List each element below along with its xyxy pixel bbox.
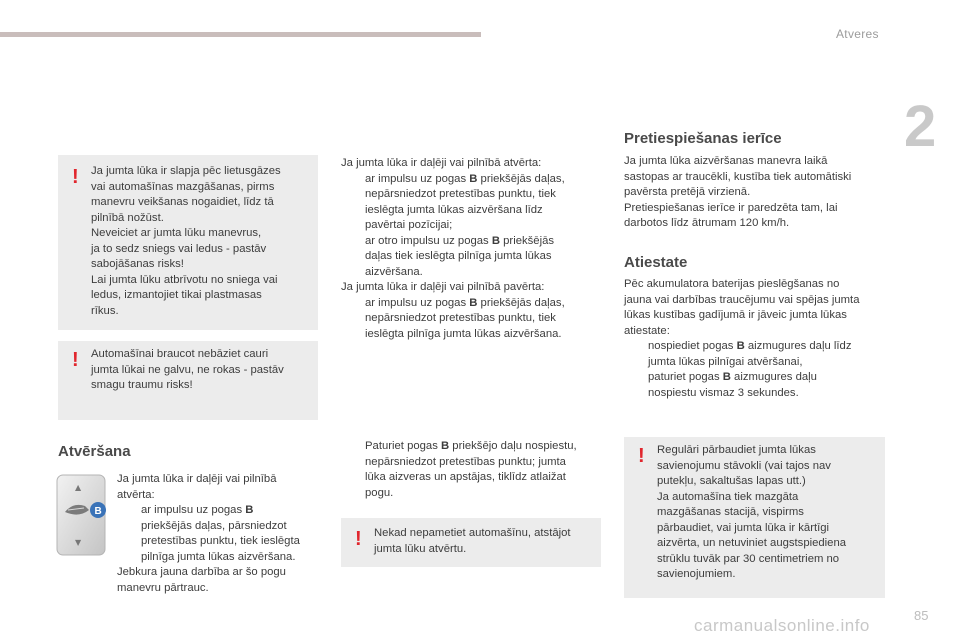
list-item: ar impulsu uz pogas B priekšējās daļas, nepārsniedzot pretestības punktu, tiek ieslēgta jumta lūkas aizvēršana līdz pavērtai pozīcijai; — [365, 172, 565, 231]
exclamation-icon: ! — [638, 445, 645, 467]
warning-box-leave-open — [341, 518, 601, 567]
anti-pinch-text: Ja jumta lūka aizvēršanas manevra laikā sastopas ar traucēkli, kustība tiek automātiski pavērsta pretējā virzienā. Pretiespiešanas ierīce ir paredzēta tam, lai darbotos līdz ātrumam 120 km/h. — [624, 155, 852, 229]
warning-text: Nekad nepametiet automašīnu, atstājot jumta lūku atvērtu. — [374, 527, 571, 555]
exclamation-icon: ! — [355, 528, 362, 550]
list-item: nospiediet pogas B aizmugures daļu līdz jumta lūkas pilnīgai atvēršanai, — [648, 340, 852, 368]
warning-box-seals — [624, 437, 885, 598]
exclamation-icon: ! — [72, 349, 79, 371]
list-item: ar impulsu uz pogas B priekšējās daļas, nepārsniedzot pretestības punktu, tiek ieslēgta pilnīga jumta lūkas aizvēršana. — [365, 296, 565, 340]
svg-text:▼: ▼ — [75, 538, 82, 547]
roof-switch-illustration — [56, 474, 108, 556]
middle-text-hold — [341, 439, 601, 501]
reset-text: Pēc akumulatora baterijas pieslēgšanas no jauna vai darbības traucējumu vai spējas jumta lūkas kustības gadījumā ir jāveic jumta lūkas atiestate: nospiediet pogas B aizmugures daļu līdz jumta lūkas pilnīgai atvēršanai, paturiet pogas B aizmugures daļu nospiestu vismaz 3 sekundes. — [624, 277, 894, 401]
header-bar — [0, 32, 481, 37]
chapter-number: 2 — [904, 94, 937, 159]
warning-text: Regulāri pārbaudiet jumta lūkas savienojumu stāvokli (vai tajos nav putekļu, sakaltušas lapas utt.) Ja automašīna tiek mazgāta mazgāšanas stacijā, vispirms pārbaudiet, vai jumta lūka ir kārtīgi aizvērta, un netuviniet augstspiediena strūklu tuvāk par 30 centimetriem no savienojumiem. — [657, 444, 847, 580]
list-item: ar impulsu uz pogas B priekšējās daļas, pārsniedzot pretestības punktu, tiek ieslēgta pilnīga jumta lūkas aizvēršana. — [141, 504, 300, 563]
middle-text: Ja jumta lūka ir daļēji vai pilnībā atvērta: ar impulsu uz pogas B priekšējās daļas, nepārsniedzot pretestības punktu, tiek ieslēgta jumta lūkas aizvēršana līdz pavērtai pozīcijai; ar otro impulsu uz pogas B priekšējās daļas tiek ieslēgta pilnīga jumta lūkas aizvēršana. Ja jumta lūka ir daļēji vai pilnībā pavērta: ar impulsu uz pogas B priekšējās daļas, nepārsniedzot pretestības punktu, tiek ieslēgta pilnīga jumta lūkas aizvēršana. — [341, 156, 601, 342]
section-title-reset: Atiestate — [624, 254, 688, 271]
switch-button-label: B — [94, 506, 102, 517]
svg-text:▲: ▲ — [75, 483, 82, 492]
page-number: 85 — [914, 608, 929, 623]
list-item: Paturiet pogas B priekšējo daļu nospiestu, nepārsniedzot pretestības punktu; jumta lūka aizveras un apstājas, tiklīdz atlaižat pogu. — [365, 440, 577, 499]
section-title-anti-pinch: Pretiespiešanas ierīce — [624, 130, 782, 147]
warning-text: Automašīnai braucot nebāziet cauri jumta lūkai ne galvu, ne rokas - pastāv smagu traumu risks! — [91, 348, 284, 391]
exclamation-icon: ! — [72, 166, 79, 188]
section-title-opening: Atvēršana — [58, 443, 131, 460]
watermark: carmanualsonline.info — [694, 616, 870, 635]
list-item: ar otro impulsu uz pogas B priekšējās daļas tiek ieslēgta pilnīga jumta lūkas aizvēršana. — [365, 234, 555, 278]
list-item: paturiet pogas B aizmugures daļu nospiestu vismaz 3 sekundes. — [648, 371, 817, 399]
warning-box-head-hands — [58, 341, 318, 420]
opening-text: Ja jumta lūka ir daļēji vai pilnībā atvērta: ar impulsu uz pogas B priekšējās daļas, pārsniedzot pretestības punktu, tiek ieslēgta pilnīga jumta lūkas aizvēršana. Jebkura jauna darbība ar šo pogu manevru pārtrauc. — [117, 472, 317, 596]
chapter-title: Atveres — [836, 27, 879, 41]
warning-text: Ja jumta lūka ir slapja pēc lietusgāzes vai automašīnas mazgāšanas, pirms manevru veikšanas nogaidiet, līdz tā pilnībā nožūst. Neveiciet ar jumta lūku manevrus, ja to sedz sniegs vai ledus - pastāv sabojāšanas risks! Lai jumta lūku atbrīvotu no sniega vai ledus, izmantojiet tikai plastmasas rīkus. — [91, 165, 281, 317]
warning-box-wet-roof — [58, 155, 318, 330]
